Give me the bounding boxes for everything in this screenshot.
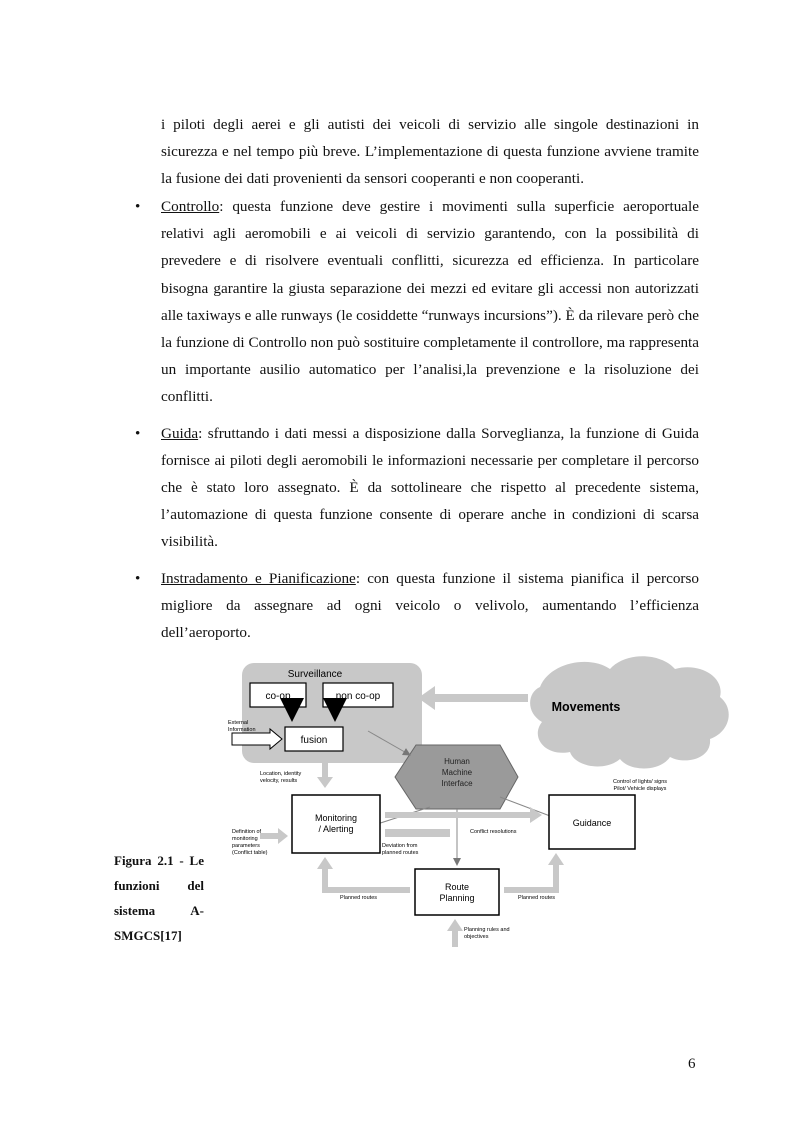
fusion-down-arrow <box>317 763 333 788</box>
monitoring-label-2: / Alerting <box>318 824 354 834</box>
conflict-resolutions-label: Conflict resolutions <box>470 829 517 835</box>
bullet-icon: • <box>135 198 141 215</box>
bullet-icon: • <box>135 569 141 587</box>
figure-caption: Figura 2.1 - Le funzioni del sistema A-SMGCS[17] <box>114 853 204 943</box>
external-label-1: External <box>228 720 249 726</box>
intro-text: i piloti degli aerei e gli autisti dei veicoli di servizio alle singole destinazioni in sicurezza e nel tempo più breve. L’implementazione di questa funzione avviene tramite la fusione dei dati provenienti da sensori cooperanti e non cooperanti. <box>161 116 699 188</box>
definition-label-4: (Conflict table) <box>232 850 268 856</box>
planning-rules-label-1: Planning rules and <box>464 927 510 933</box>
deviation-arrow-body <box>385 829 450 837</box>
movements-arrow <box>418 686 528 710</box>
control-label-2: Pilot/ Vehicle displays <box>613 786 667 792</box>
noncoop-label: non co-op <box>335 691 381 702</box>
desc-guida: : sfruttando i dati messi a disposizione dalla Sorveglianza, la funzione di Guida fornisce ai piloti degli aeromobili le informazioni necessarie per completare il percorso che è stato loro assegnato. È da sottolineare che rispetto al precedente sistema, l’automazione di questa funzione consente di operare anche in condizioni di scarsa visibilità. <box>161 424 699 551</box>
fusion-label: fusion <box>300 735 328 746</box>
list-item-instradamento <box>135 565 699 647</box>
surveillance-label: Surveillance <box>287 669 343 680</box>
planning-rules-label-2: objectives <box>464 934 489 940</box>
term-guida: Guida <box>161 424 199 442</box>
desc-controllo: : questa funzione deve gestire i movimenti sulla superficie aeroportuale relativi agli aeromobili e ai veicoli di servizio garantendo, con la possibilità di prevedere e di risolvere eventuali conflitti, sicurezza ed efficienza. In particolare bisogna garantire la giusta separazione dei mezzi ed evitare gli accessi non autorizzati alle taxiways e alle runways (le cosiddette “runways incursions”). È da rilevare però che la funzione di Controllo non può sostituire completamente il controllore, ma rappresenta un importante ausilio automatico per l’analisi,la prevenzione e la risoluzione dei conflitti. <box>161 198 699 406</box>
bullet-icon: • <box>135 424 141 442</box>
term-instradamento: Instradamento e Pianificazione <box>161 569 356 587</box>
hmi-label-3: Interface <box>441 779 473 788</box>
external-label-2: Information <box>228 727 256 733</box>
definition-label-3: parameters <box>232 843 260 849</box>
guidance-label: Guidance <box>572 818 612 828</box>
definition-label-2: monitoring <box>232 836 258 842</box>
deviation-label-2: planned routes <box>382 850 419 856</box>
planned-routes-right: Planned routes <box>518 895 555 901</box>
planning-rules-arrow <box>447 919 463 947</box>
location-label-1: Location, identity <box>260 771 302 777</box>
term-controllo: Controllo <box>161 198 220 215</box>
desc-instradamento: : con questa funzione il sistema pianifica il percorso migliore da assegnare ad ogni veicolo o velivolo, aumentando l’efficienza dell’aeroporto. <box>161 569 699 642</box>
coop-label: co-op <box>265 691 291 702</box>
list-item-guida <box>135 420 699 556</box>
hmi-label-1: Human <box>444 757 470 766</box>
function-list <box>135 193 699 655</box>
deviation-label-1: Deviation from <box>382 843 418 849</box>
monitoring-label-1: Monitoring <box>314 813 358 823</box>
asmgcs-diagram <box>220 647 740 957</box>
hmi-label-2: Machine <box>441 768 473 777</box>
definition-label-1: Definition of <box>232 829 262 835</box>
route-to-monitoring-arrow <box>317 857 410 893</box>
page-number: 6 <box>688 1056 696 1072</box>
intro-paragraph <box>161 111 699 193</box>
hmi-hexagon <box>395 745 518 809</box>
planned-routes-left: Planned routes <box>340 895 377 901</box>
route-label-2: Planning <box>439 893 475 903</box>
control-label-1: Control of lights/ signs <box>612 779 668 785</box>
list-item-controllo <box>135 193 699 411</box>
route-label-1: Route <box>444 882 470 892</box>
route-to-guidance-arrow <box>504 853 564 893</box>
movements-label: Movements <box>551 700 621 714</box>
location-label-2: velocity, results <box>260 778 298 784</box>
route-planning-box <box>415 869 499 915</box>
definition-arrow <box>260 828 288 844</box>
